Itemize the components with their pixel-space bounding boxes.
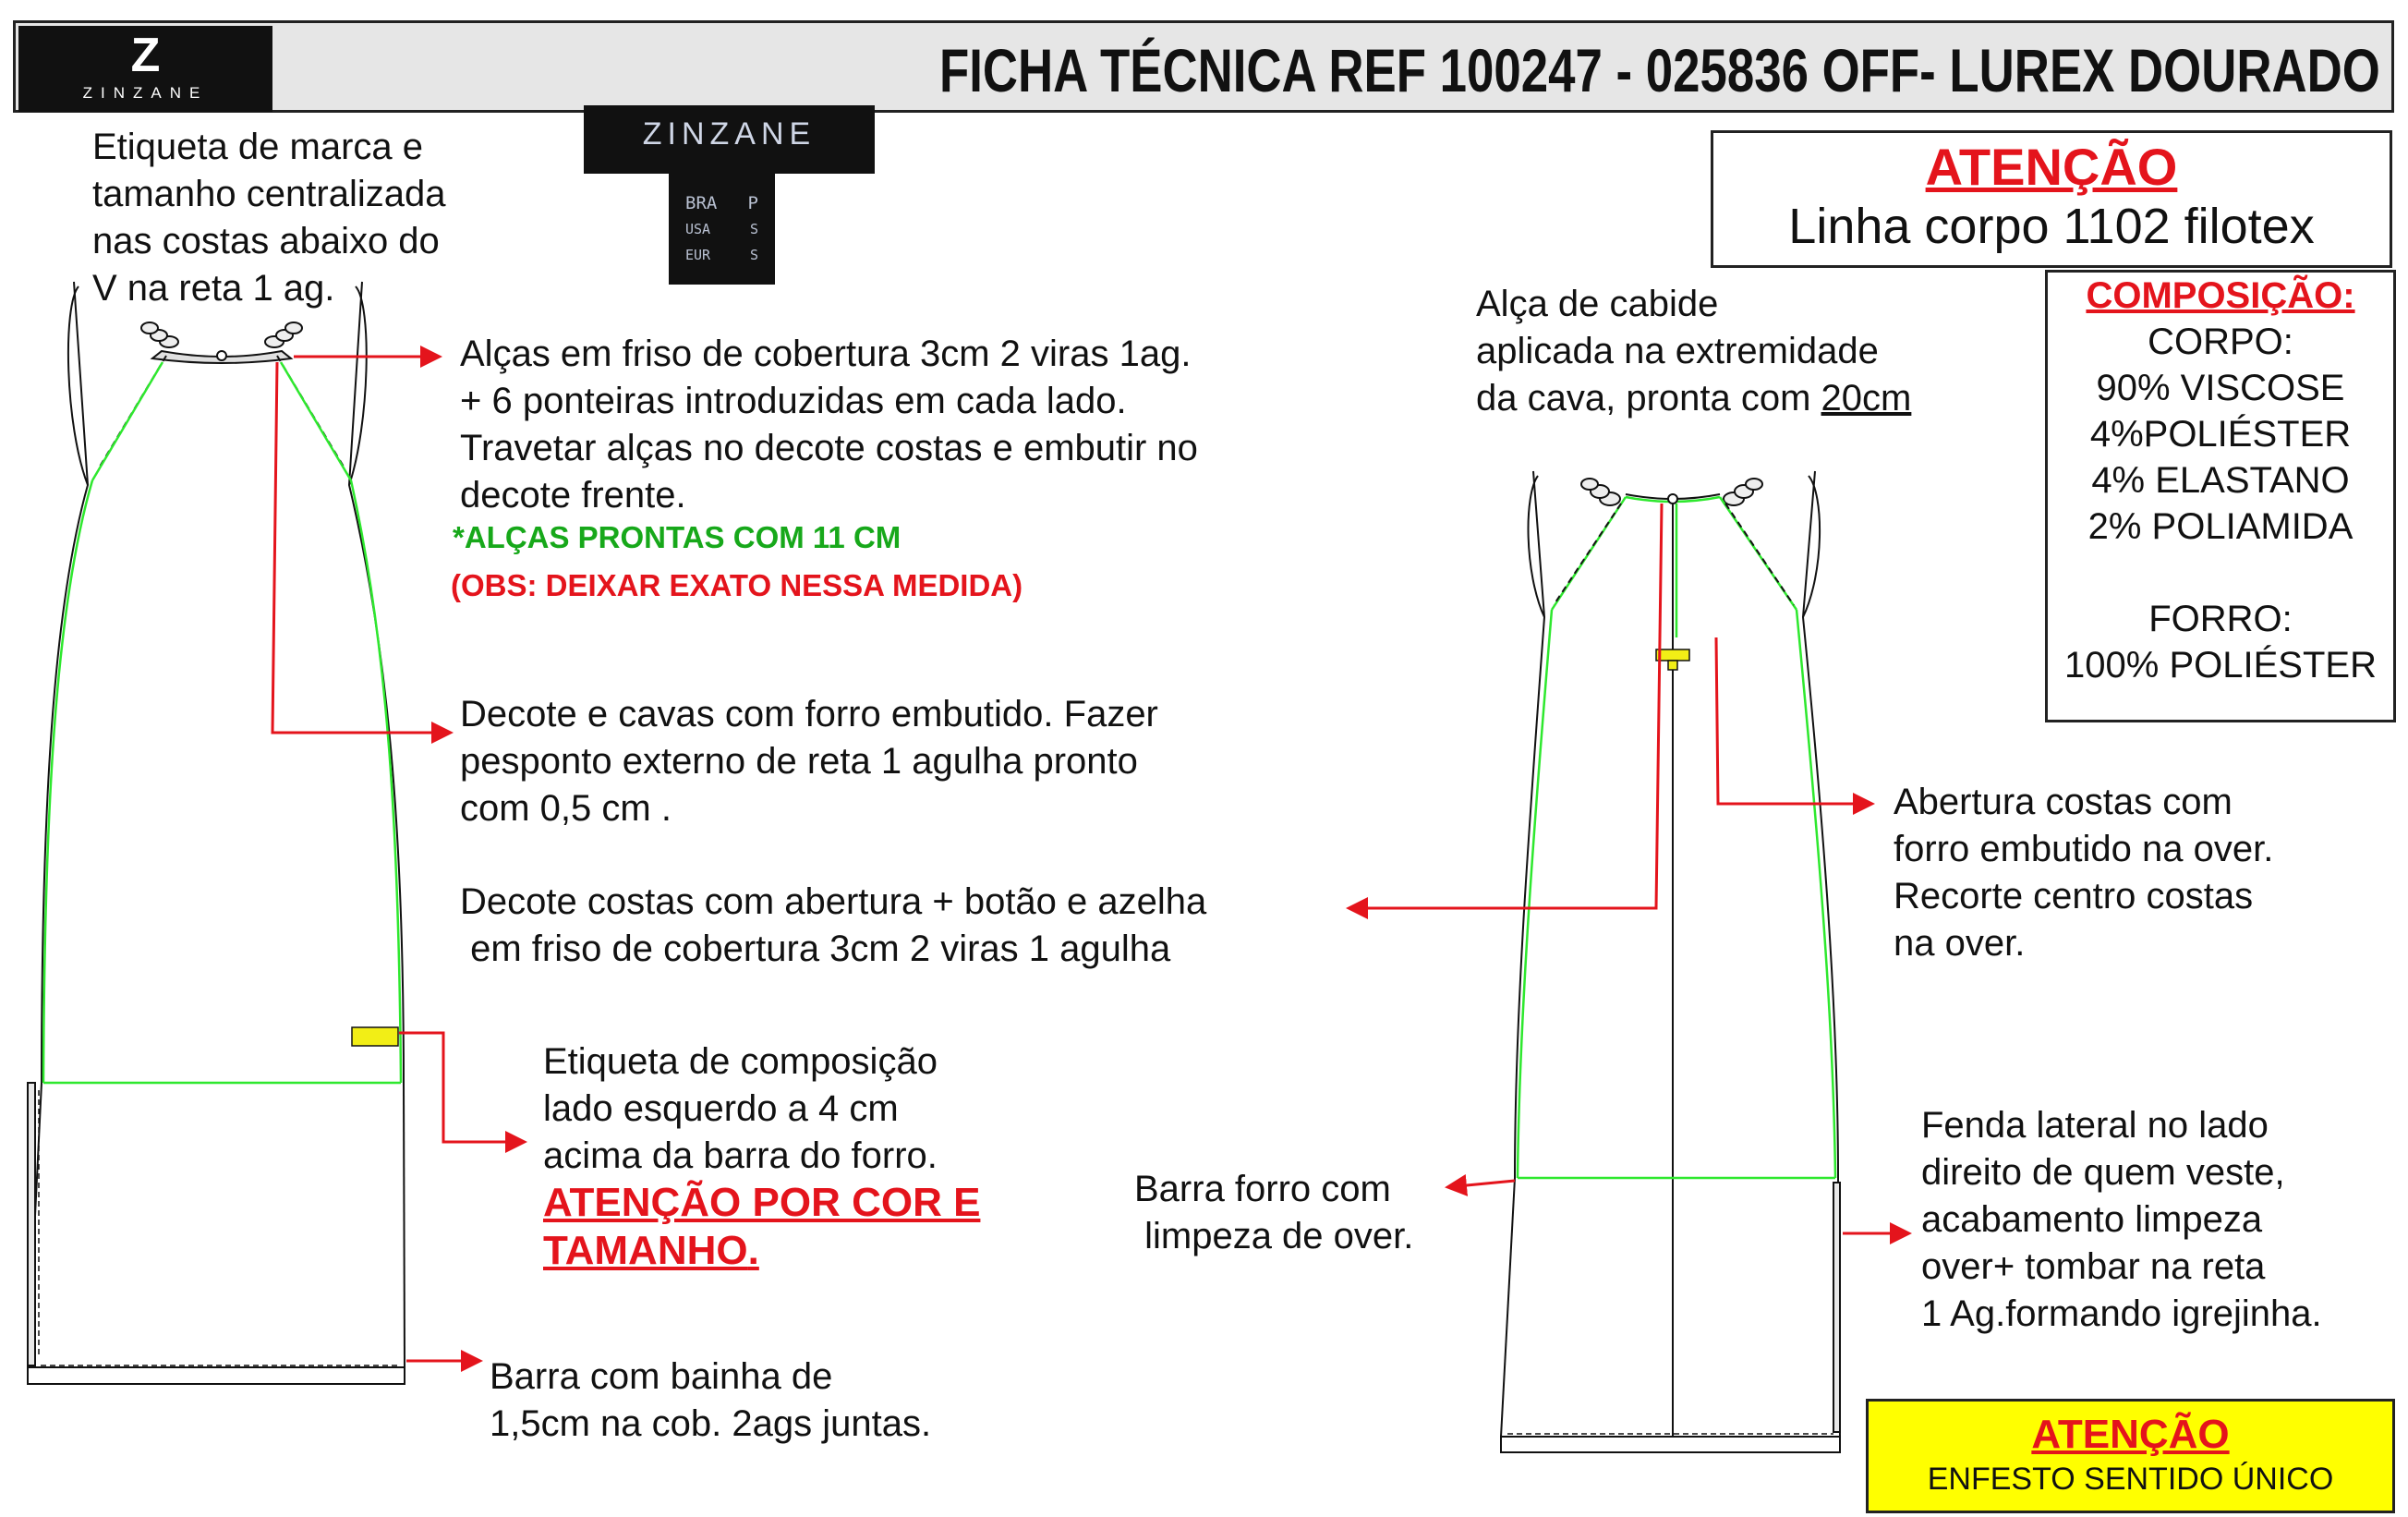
note-etiqueta-composicao: Etiqueta de composição lado esquerdo a 4 cm acima da barra do forro. [543,1041,938,1176]
note-barra-forro: Barra forro com limpeza de over. [1134,1169,1414,1256]
composition-box [2045,270,2396,722]
front-view-dress [28,282,405,1384]
note-alcas: Alças em friso de cobertura 3cm 2 viras 1ag. + 6 ponteiras introduzidas em cada lado. Travetar alças no decote costas e embutir no decote frente. [460,334,1198,516]
enfesto-heading: ATENÇÃO [2031,1412,2230,1457]
note-decote-costas: Decote costas com abertura + botão e azelha em friso de cobertura 3cm 2 viras 1 agulha [460,881,1207,969]
size-row: USA S [685,221,758,237]
arrow-abertura-costas [1716,637,1872,804]
note-alcas-obs: (OBS: DEIXAR EXATO NESSA MEDIDA) [451,568,1023,602]
composition-item: 100% POLIÉSTER [2064,645,2377,686]
logo-mark: Z [130,29,161,82]
composition-label-marker [352,1027,398,1046]
page-title: FICHA TÉCNICA REF 100247 - 025836 OFF- LUREX DOURADO [939,36,2380,104]
front-green-stitching [43,362,401,1083]
note-barra-bainha: Barra com bainha de 1,5cm na cob. 2ags juntas. [490,1356,932,1444]
enfesto-warning-box [1866,1399,2395,1513]
front-strap-tips [141,322,302,347]
arrow-decote-cavas [272,362,451,733]
arrow-etiqueta-composicao [399,1033,525,1142]
composition-item: 90% VISCOSE [2096,368,2345,408]
composition-heading: COMPOSIÇÃO: [2086,275,2355,316]
note-fenda-lateral: Fenda lateral no lado direito de quem veste, acabamento limpeza over+ tombar na reta 1 Ag.formando igrejinha. [1921,1105,2322,1334]
attention-body: Linha corpo 1102 filotex [1788,199,2315,254]
attention-heading: ATENÇÃO [1925,138,2178,196]
back-zip-pull [1656,649,1689,670]
arrow-barra-forro [1447,1181,1515,1187]
note-abertura-costas: Abertura costas com forro embutido na over. Recorte centro costas na over. [1894,782,2274,964]
composition-body-title: CORPO: [2148,322,2293,362]
back-green-stitching [1518,497,1835,1178]
size-row: BRA P [685,193,758,213]
composition-item: 4% ELASTANO [2091,460,2350,501]
composition-item: 4%POLIÉSTER [2089,414,2352,455]
note-alca-cabide: Alça de cabide aplicada na extremidade da cava, pronta com 20cm [1476,284,1912,419]
note-alcas-prontas: *ALÇAS PRONTAS COM 11 CM [453,520,901,554]
size-row: EUR S [685,247,758,263]
note-etiqueta-marca: Etiqueta de marca e tamanho centralizada nas costas abaixo do V na reta 1 ag. [92,127,446,309]
composition-lining-title: FORRO: [2148,599,2293,639]
front-neck-detail [100,351,344,467]
logo-word: ZINZANE [82,84,209,102]
note-decote-cavas: Decote e cavas com forro embutido. Fazer pesponto externo de reta 1 agulha pronto com 0,5 cm . [460,694,1158,829]
button-icon [1668,494,1677,504]
enfesto-body: ENFESTO SENTIDO ÚNICO [1927,1462,2334,1497]
attention-box [1711,130,2392,268]
tag-brand-word: ZINZANE [642,116,817,152]
note-etiqueta-atencao: ATENÇÃO POR COR E TAMANHO. [543,1180,981,1273]
arrow-decote-costas [1349,504,1662,908]
composition-item: 2% POLIAMIDA [2087,506,2354,547]
